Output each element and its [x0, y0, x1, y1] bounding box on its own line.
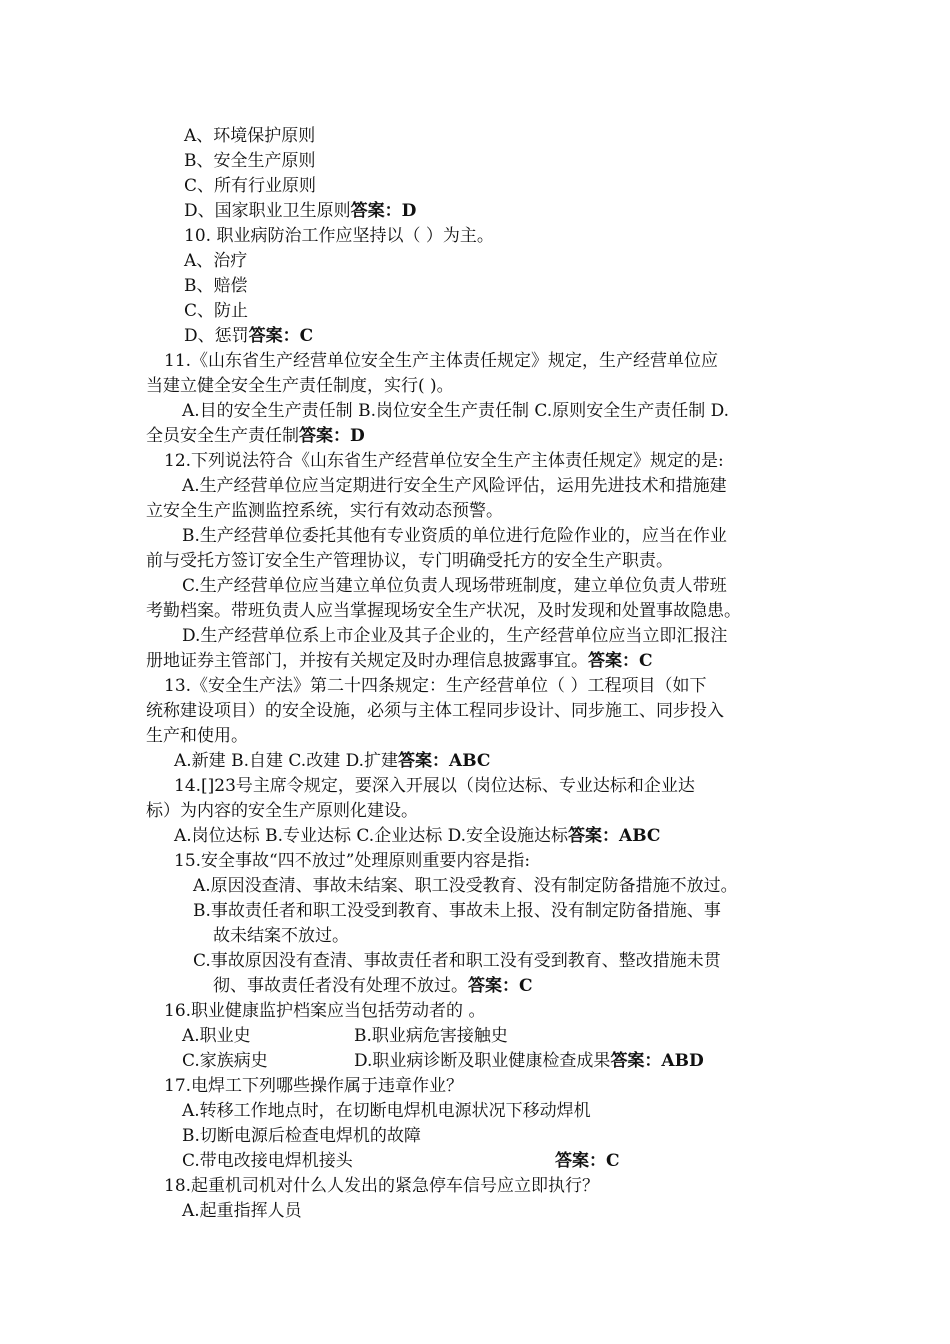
q16-question: 16.职业健康监护档案应当包括劳动者的 。 [164, 1001, 486, 1021]
q10-option-d: D、惩罚答案：C [184, 326, 314, 346]
q9-option-c: C、所有行业原则 [184, 176, 317, 196]
q15-question: 15.安全事故“四不放过”处理原则重要内容是指: [174, 851, 531, 871]
q12-option-d-line2: 册地证券主管部门，并按有关规定及时办理信息披露事宜。答案：C [146, 651, 653, 671]
q12-option-a-line1: A.生产经营单位应当定期进行安全生产风险评估，运用先进技术和措施建 [182, 476, 727, 496]
q10-option-b: B、赔偿 [184, 276, 248, 296]
q14-question-line1: 14.[]23号主席令规定，要深入开展以（岗位达标、专业达标和企业达 [174, 776, 695, 796]
q9-option-d: D、国家职业卫生原则答案：D [184, 201, 417, 221]
q13-question-line3: 生产和使用。 [146, 726, 248, 746]
q16-option-a: A.职业史 [182, 1026, 251, 1046]
q14-answer: 答案：ABC [568, 826, 661, 846]
q17-option-a: A.转移工作地点时，在切断电焊机电源状况下移动焊机 [182, 1101, 591, 1121]
q15-option-b-line2: 故未结案不放过。 [213, 926, 349, 946]
q12-option-b-line1: B.生产经营单位委托其他有专业资质的单位进行危险作业的，应当在作业 [182, 526, 727, 546]
q15-option-b-line1: B.事故责任者和职工没受到教育、事故未上报、没有制定防备措施、事 [193, 901, 721, 921]
q9-option-a: A、环境保护原则 [184, 126, 316, 146]
q11-question-line2: 当建立健全安全生产责任制度，实行( )。 [146, 376, 454, 396]
q12-question: 12.下列说法符合《山东省生产经营单位安全生产主体责任规定》规定的是: [164, 451, 724, 471]
q12-option-d-line1: D.生产经营单位系上市企业及其子企业的，生产经营单位应当立即汇报注 [182, 626, 728, 646]
q15-option-c-line1: C.事故原因没有查清、事故责任者和职工没有受到教育、整改措施未贯 [193, 951, 721, 971]
q17-option-b: B.切断电源后检查电焊机的故障 [182, 1126, 421, 1146]
q12-answer: 答案：C [588, 651, 653, 671]
q11-options-line2: 全员安全生产责任制答案：D [146, 426, 365, 446]
q9-option-b: B、安全生产原则 [184, 151, 316, 171]
q16-answer: 答案：ABD [610, 1051, 704, 1071]
q12-option-a-line2: 立安全生产监测监控系统，实行有效动态预警。 [146, 501, 503, 521]
q16-option-c: C.家族病史 [182, 1051, 268, 1071]
q13-answer: 答案：ABC [398, 751, 491, 771]
q16-option-d: D.职业病诊断及职业健康检查成果答案：ABD [354, 1051, 704, 1071]
q16-option-b: B.职业病危害接触史 [354, 1026, 508, 1046]
q11-question-line1: 11.《山东省生产经营单位安全生产主体责任规定》规定，生产经营单位应 [164, 351, 719, 371]
q14-question-line2: 标）为内容的安全生产原则化建设。 [146, 801, 418, 821]
q10-option-a: A、治疗 [184, 251, 248, 271]
q18-question: 18.起重机司机对什么人发出的紧急停车信号应立即执行？ [164, 1176, 600, 1196]
q10-question: 10. 职业病防治工作应坚持以（ ）为主。 [184, 226, 494, 246]
q14-options: A.岗位达标 B.专业达标 C.企业达标 D.安全设施达标答案：ABC [174, 826, 661, 846]
q18-option-a: A.起重指挥人员 [182, 1201, 302, 1221]
q12-option-c-line1: C.生产经营单位应当建立单位负责人现场带班制度，建立单位负责人带班 [182, 576, 727, 596]
q17-answer: 答案：C [555, 1151, 620, 1171]
q11-options-line1: A.目的安全生产责任制 B.岗位安全生产责任制 C.原则安全生产责任制 D. [182, 401, 730, 421]
q11-answer: 答案：D [299, 426, 365, 446]
q10-answer: 答案：C [248, 326, 314, 346]
q17-option-c: C.带电改接电焊机接头 [182, 1151, 353, 1171]
q15-option-a: A.原因没查清、事故未结案、职工没受教育、没有制定防备措施不放过。 [193, 876, 738, 896]
q15-option-c-line2: 彻、事故责任者没有处理不放过。答案：C [213, 976, 533, 996]
q17-question: 17.电焊工下列哪些操作属于违章作业？ [164, 1076, 464, 1096]
q10-option-c: C、防止 [184, 301, 249, 321]
q9-answer: 答案：D [350, 201, 417, 221]
q15-answer: 答案：C [468, 976, 533, 996]
q13-options: A.新建 B.自建 C.改建 D.扩建答案：ABC [174, 751, 491, 771]
q12-option-b-line2: 前与受托方签订安全生产管理协议，专门明确受托方的安全生产职责。 [146, 551, 673, 571]
q13-question-line2: 统称建设项目）的安全设施，必须与主体工程同步设计、同步施工、同步投入 [146, 701, 724, 721]
q13-question-line1: 13.《安全生产法》第二十四条规定：生产经营单位（ ）工程项目（如下 [164, 676, 707, 696]
q12-option-c-line2: 考勤档案。带班负责人应当掌握现场安全生产状况，及时发现和处置事故隐患。 [146, 601, 741, 621]
